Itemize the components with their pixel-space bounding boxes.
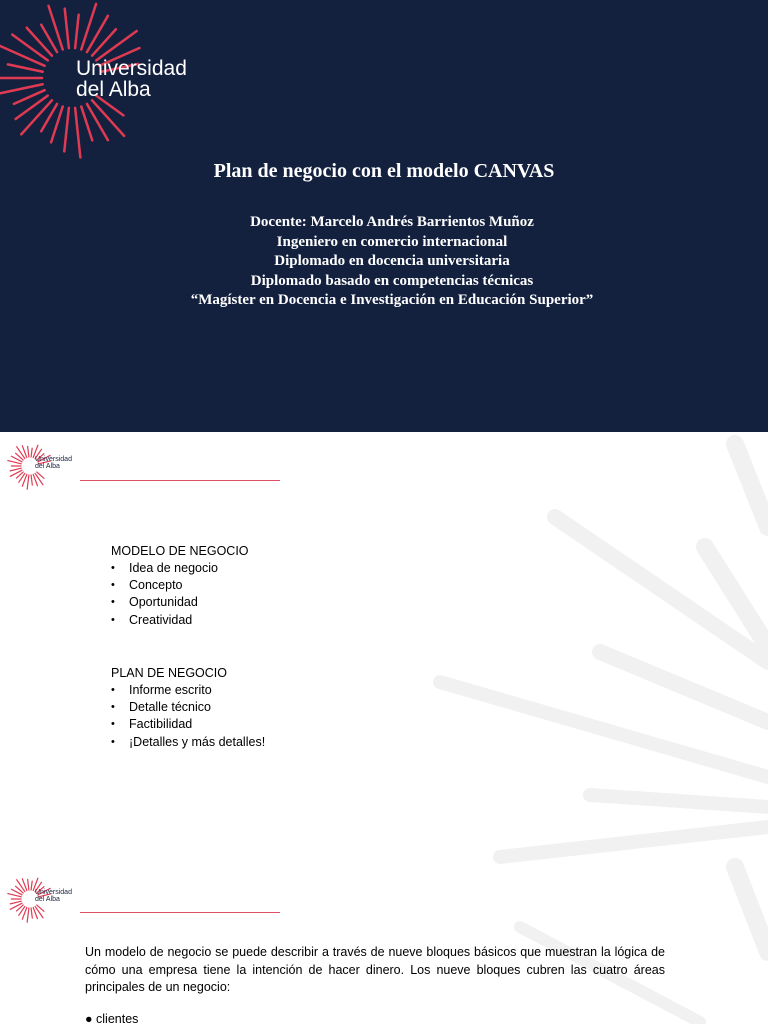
logo-line-2: del Alba (76, 78, 151, 101)
credit-line: “Magíster en Docencia e Investigación en Educación Superior” (190, 292, 594, 308)
modelo-list (111, 560, 218, 629)
list-item: • ¡Detalles y más detalles! (111, 734, 265, 751)
logo-line-1: Universidad (76, 57, 187, 80)
credit-line: Diplomado basado en competencias técnicas (250, 272, 534, 289)
credit-line: Docente: Marcelo Andrés Barrientos Muñoz (250, 214, 534, 230)
logo-wordmark (35, 456, 72, 470)
intro-paragraph: Un modelo de negocio se puede describir a través de nueve bloques básicos que muestran la lógica de cómo una empresa tiene la intención de hacer dinero. Los nueve bloques cubren las cuatro áreas principales de un negocio: (85, 945, 665, 994)
logo-wordmark (76, 58, 187, 100)
logo-line-2: del Alba (35, 896, 60, 903)
list-item: • Creatividad (111, 612, 218, 629)
list-item: • Oportunidad (111, 594, 218, 611)
slide-title: Plan de negocio con el modelo CANVAS (213, 160, 555, 182)
instructor-credits (0, 213, 768, 311)
university-logo-small (4, 873, 84, 923)
list-item: ● clientes (85, 1012, 139, 1026)
list-item: • Informe escrito (111, 682, 265, 699)
credit-line: Diplomado en docencia universitaria (274, 253, 510, 269)
modelo-heading: MODELO DE NEGOCIO (111, 544, 249, 558)
list-item: • Factibilidad (111, 716, 265, 733)
list-item: • Detalle técnico (111, 699, 265, 716)
logo-line-1: Universidad (35, 889, 72, 896)
university-logo-small (4, 440, 84, 490)
logo-line-1: Universidad (35, 456, 72, 463)
credit-line: Ingeniero en comercio internacional (276, 233, 508, 250)
plan-heading: PLAN DE NEGOCIO (111, 666, 227, 680)
logo-line-2: del Alba (35, 463, 60, 470)
plan-list (111, 682, 265, 751)
logo-wordmark (35, 889, 72, 903)
title-slide (0, 0, 768, 432)
header-divider (80, 912, 280, 913)
list-item: • Idea de negocio (111, 560, 218, 577)
university-logo (0, 0, 240, 160)
header-divider (80, 480, 280, 481)
list-item: • Concepto (111, 577, 218, 594)
